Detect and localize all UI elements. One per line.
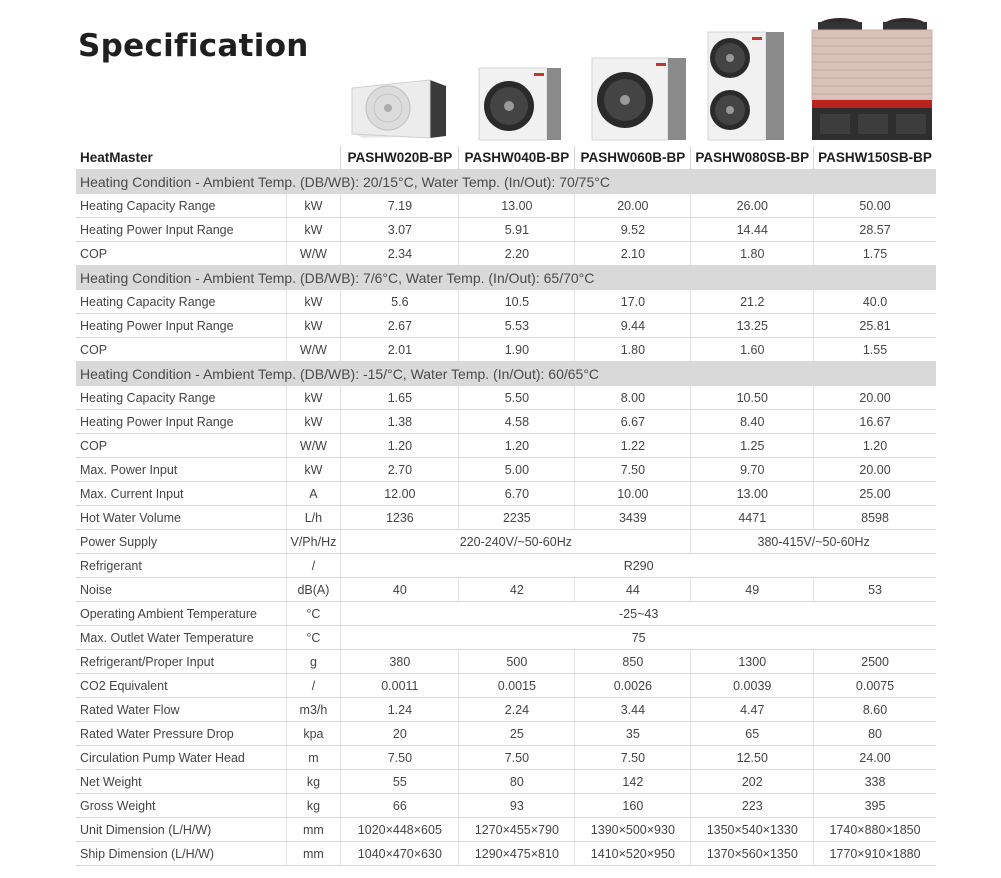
row-unit: kg [286, 794, 341, 818]
table-cell: 1270×455×790 [459, 818, 575, 842]
table-cell: 6.70 [459, 482, 575, 506]
table-cell: 0.0011 [341, 674, 459, 698]
row-unit: W/W [286, 434, 341, 458]
table-cell: 338 [814, 770, 936, 794]
row-unit: mm [286, 842, 341, 866]
row-label: COP [76, 242, 286, 266]
table-row [76, 650, 936, 674]
row-label: COP [76, 338, 286, 362]
table-cell: 13.00 [691, 482, 814, 506]
table-cell: 1.90 [459, 338, 575, 362]
table-cell: 93 [459, 794, 575, 818]
row-unit: kW [286, 410, 341, 434]
row-label: Heating Capacity Range [76, 194, 286, 218]
row-unit: kW [286, 194, 341, 218]
table-cell: 7.50 [575, 746, 691, 770]
table-cell: 20.00 [814, 458, 936, 482]
row-label: Power Supply [76, 530, 286, 554]
table-cell: 395 [814, 794, 936, 818]
row-unit: / [286, 674, 341, 698]
table-cell: 2.70 [341, 458, 459, 482]
spec-table [76, 146, 936, 866]
row-label: Unit Dimension (L/H/W) [76, 818, 286, 842]
table-cell: 2.20 [459, 242, 575, 266]
table-cell: 1370×560×1350 [691, 842, 814, 866]
table-cell: 9.44 [575, 314, 691, 338]
table-cell: 2.01 [341, 338, 459, 362]
table-cell: 10.50 [691, 386, 814, 410]
table-cell: 1.22 [575, 434, 691, 458]
heat-pump-commercial-unit-image [812, 18, 932, 140]
table-cell: 21.2 [691, 290, 814, 314]
table-cell: 13.25 [691, 314, 814, 338]
table-cell: 1.75 [814, 242, 936, 266]
table-row [76, 338, 936, 362]
table-cell: 3.44 [575, 698, 691, 722]
row-label: Operating Ambient Temperature [76, 602, 286, 626]
section-title: Heating Condition - Ambient Temp. (DB/WB): 7/6°C, Water Temp. (In/Out): 65/70°C [76, 266, 936, 290]
table-row [76, 842, 936, 866]
row-unit: °C [286, 602, 341, 626]
row-unit: m3/h [286, 698, 341, 722]
row-label: Net Weight [76, 770, 286, 794]
section-header-row [76, 170, 936, 194]
table-row [76, 218, 936, 242]
table-cell: 3.07 [341, 218, 459, 242]
table-cell: 17.0 [575, 290, 691, 314]
section-header-row [76, 362, 936, 386]
table-cell: 49 [691, 578, 814, 602]
table-cell: 2235 [459, 506, 575, 530]
heat-pump-single-fan-unit-image [479, 68, 561, 140]
table-cell: 0.0075 [814, 674, 936, 698]
table-cell: 2500 [814, 650, 936, 674]
table-cell: -25~43 [341, 602, 936, 626]
table-cell: R290 [341, 554, 936, 578]
table-cell: 1.20 [341, 434, 459, 458]
table-row [76, 482, 936, 506]
table-cell: 7.50 [341, 746, 459, 770]
table-cell: 1.25 [691, 434, 814, 458]
table-cell: 25 [459, 722, 575, 746]
table-cell: 28.57 [814, 218, 936, 242]
table-cell: 202 [691, 770, 814, 794]
table-cell: 8.00 [575, 386, 691, 410]
table-header-row [76, 146, 936, 170]
table-cell: 223 [691, 794, 814, 818]
section-title: Heating Condition - Ambient Temp. (DB/WB): 20/15°C, Water Temp. (In/Out): 70/75°C [76, 170, 936, 194]
heat-pump-double-fan-unit-image [708, 32, 784, 140]
table-cell: 20 [341, 722, 459, 746]
table-row [76, 602, 936, 626]
table-cell: 1740×880×1850 [814, 818, 936, 842]
table-row [76, 770, 936, 794]
table-cell: 1040×470×630 [341, 842, 459, 866]
row-label: Heating Capacity Range [76, 290, 286, 314]
table-cell: 160 [575, 794, 691, 818]
table-cell: 5.50 [459, 386, 575, 410]
model-header: PASHW080SB-BP [691, 146, 814, 170]
table-row [76, 746, 936, 770]
table-cell: 8598 [814, 506, 936, 530]
table-cell: 0.0015 [459, 674, 575, 698]
table-cell: 40 [341, 578, 459, 602]
table-row [76, 818, 936, 842]
table-cell: 50.00 [814, 194, 936, 218]
table-cell: 66 [341, 794, 459, 818]
row-label: Refrigerant [76, 554, 286, 578]
model-header: PASHW060B-BP [575, 146, 691, 170]
table-row [76, 242, 936, 266]
table-cell: 8.40 [691, 410, 814, 434]
table-cell: 10.5 [459, 290, 575, 314]
table-row [76, 554, 936, 578]
row-unit: A [286, 482, 341, 506]
table-cell: 9.70 [691, 458, 814, 482]
table-cell: 20.00 [575, 194, 691, 218]
table-cell: 1.38 [341, 410, 459, 434]
table-cell: 1300 [691, 650, 814, 674]
table-row [76, 290, 936, 314]
table-cell: 40.0 [814, 290, 936, 314]
model-header: PASHW150SB-BP [814, 146, 936, 170]
row-label: Refrigerant/Proper Input [76, 650, 286, 674]
table-cell: 25.00 [814, 482, 936, 506]
row-label: Max. Power Input [76, 458, 286, 482]
table-cell: 220-240V/~50-60Hz [341, 530, 691, 554]
table-cell: 3439 [575, 506, 691, 530]
table-cell: 4.58 [459, 410, 575, 434]
row-unit: / [286, 554, 341, 578]
table-row [76, 578, 936, 602]
table-cell: 380-415V/~50-60Hz [691, 530, 936, 554]
table-cell: 5.91 [459, 218, 575, 242]
table-cell: 2.10 [575, 242, 691, 266]
row-unit: g [286, 650, 341, 674]
row-unit: m [286, 746, 341, 770]
table-row [76, 794, 936, 818]
row-label: Gross Weight [76, 794, 286, 818]
row-unit: L/h [286, 506, 341, 530]
table-cell: 80 [814, 722, 936, 746]
table-cell: 1350×540×1330 [691, 818, 814, 842]
table-row [76, 194, 936, 218]
row-label: Max. Outlet Water Temperature [76, 626, 286, 650]
row-label: CO2 Equivalent [76, 674, 286, 698]
table-cell: 1.60 [691, 338, 814, 362]
table-cell: 500 [459, 650, 575, 674]
table-cell: 1410×520×950 [575, 842, 691, 866]
table-cell: 6.67 [575, 410, 691, 434]
row-label: Circulation Pump Water Head [76, 746, 286, 770]
table-cell: 35 [575, 722, 691, 746]
row-unit: kW [286, 314, 341, 338]
table-cell: 2.34 [341, 242, 459, 266]
model-header: PASHW020B-BP [341, 146, 459, 170]
table-row [76, 530, 936, 554]
table-cell: 1.55 [814, 338, 936, 362]
table-cell: 1236 [341, 506, 459, 530]
table-row [76, 626, 936, 650]
table-cell: 7.50 [459, 746, 575, 770]
spec-table-body [76, 170, 936, 866]
table-cell: 1020×448×605 [341, 818, 459, 842]
table-cell: 12.50 [691, 746, 814, 770]
table-cell: 1.20 [814, 434, 936, 458]
table-cell: 5.6 [341, 290, 459, 314]
table-row [76, 674, 936, 698]
table-cell: 0.0026 [575, 674, 691, 698]
table-cell: 20.00 [814, 386, 936, 410]
product-images [0, 0, 1001, 145]
table-cell: 5.53 [459, 314, 575, 338]
table-row [76, 698, 936, 722]
row-label: Noise [76, 578, 286, 602]
table-cell: 42 [459, 578, 575, 602]
row-unit: kW [286, 458, 341, 482]
table-cell: 14.44 [691, 218, 814, 242]
table-cell: 53 [814, 578, 936, 602]
table-cell: 24.00 [814, 746, 936, 770]
table-cell: 1770×910×1880 [814, 842, 936, 866]
row-unit: kW [286, 386, 341, 410]
row-label: Heating Power Input Range [76, 410, 286, 434]
row-label: Max. Current Input [76, 482, 286, 506]
section-title: Heating Condition - Ambient Temp. (DB/WB): -15/°C, Water Temp. (In/Out): 60/65°C [76, 362, 936, 386]
table-cell: 1.65 [341, 386, 459, 410]
row-unit: mm [286, 818, 341, 842]
row-unit: °C [286, 626, 341, 650]
row-unit: V/Ph/Hz [286, 530, 341, 554]
row-unit: kg [286, 770, 341, 794]
table-cell: 850 [575, 650, 691, 674]
table-cell: 380 [341, 650, 459, 674]
table-cell: 80 [459, 770, 575, 794]
brand-name: HeatMaster [76, 146, 341, 170]
table-cell: 12.00 [341, 482, 459, 506]
table-row [76, 314, 936, 338]
table-cell: 142 [575, 770, 691, 794]
table-cell: 1.24 [341, 698, 459, 722]
heat-pump-small-unit-image [352, 80, 446, 138]
row-unit: kpa [286, 722, 341, 746]
table-cell: 2.24 [459, 698, 575, 722]
table-cell: 1.80 [691, 242, 814, 266]
table-cell: 26.00 [691, 194, 814, 218]
row-label: Heating Power Input Range [76, 314, 286, 338]
table-cell: 16.67 [814, 410, 936, 434]
table-row [76, 722, 936, 746]
page-title: Specification [78, 28, 309, 64]
row-label: Heating Power Input Range [76, 218, 286, 242]
table-cell: 75 [341, 626, 936, 650]
row-label: Hot Water Volume [76, 506, 286, 530]
table-row [76, 506, 936, 530]
table-cell: 65 [691, 722, 814, 746]
table-cell: 1390×500×930 [575, 818, 691, 842]
section-header-row [76, 266, 936, 290]
row-label: Ship Dimension (L/H/W) [76, 842, 286, 866]
row-unit: W/W [286, 338, 341, 362]
table-cell: 2.67 [341, 314, 459, 338]
row-label: Rated Water Flow [76, 698, 286, 722]
table-cell: 9.52 [575, 218, 691, 242]
row-label: COP [76, 434, 286, 458]
table-cell: 7.19 [341, 194, 459, 218]
table-cell: 10.00 [575, 482, 691, 506]
row-unit: W/W [286, 242, 341, 266]
table-cell: 0.0039 [691, 674, 814, 698]
table-cell: 7.50 [575, 458, 691, 482]
row-label: Heating Capacity Range [76, 386, 286, 410]
table-row [76, 386, 936, 410]
row-unit: kW [286, 290, 341, 314]
table-row [76, 410, 936, 434]
table-cell: 1.80 [575, 338, 691, 362]
table-cell: 5.00 [459, 458, 575, 482]
row-unit: kW [286, 218, 341, 242]
table-cell: 8.60 [814, 698, 936, 722]
table-row [76, 458, 936, 482]
row-label: Rated Water Pressure Drop [76, 722, 286, 746]
table-cell: 1290×475×810 [459, 842, 575, 866]
row-unit: dB(A) [286, 578, 341, 602]
model-header: PASHW040B-BP [459, 146, 575, 170]
table-cell: 4.47 [691, 698, 814, 722]
table-cell: 44 [575, 578, 691, 602]
table-cell: 1.20 [459, 434, 575, 458]
heat-pump-single-fan-unit-large-image [592, 58, 686, 140]
table-cell: 55 [341, 770, 459, 794]
table-cell: 25.81 [814, 314, 936, 338]
table-row [76, 434, 936, 458]
table-cell: 4471 [691, 506, 814, 530]
table-cell: 13.00 [459, 194, 575, 218]
